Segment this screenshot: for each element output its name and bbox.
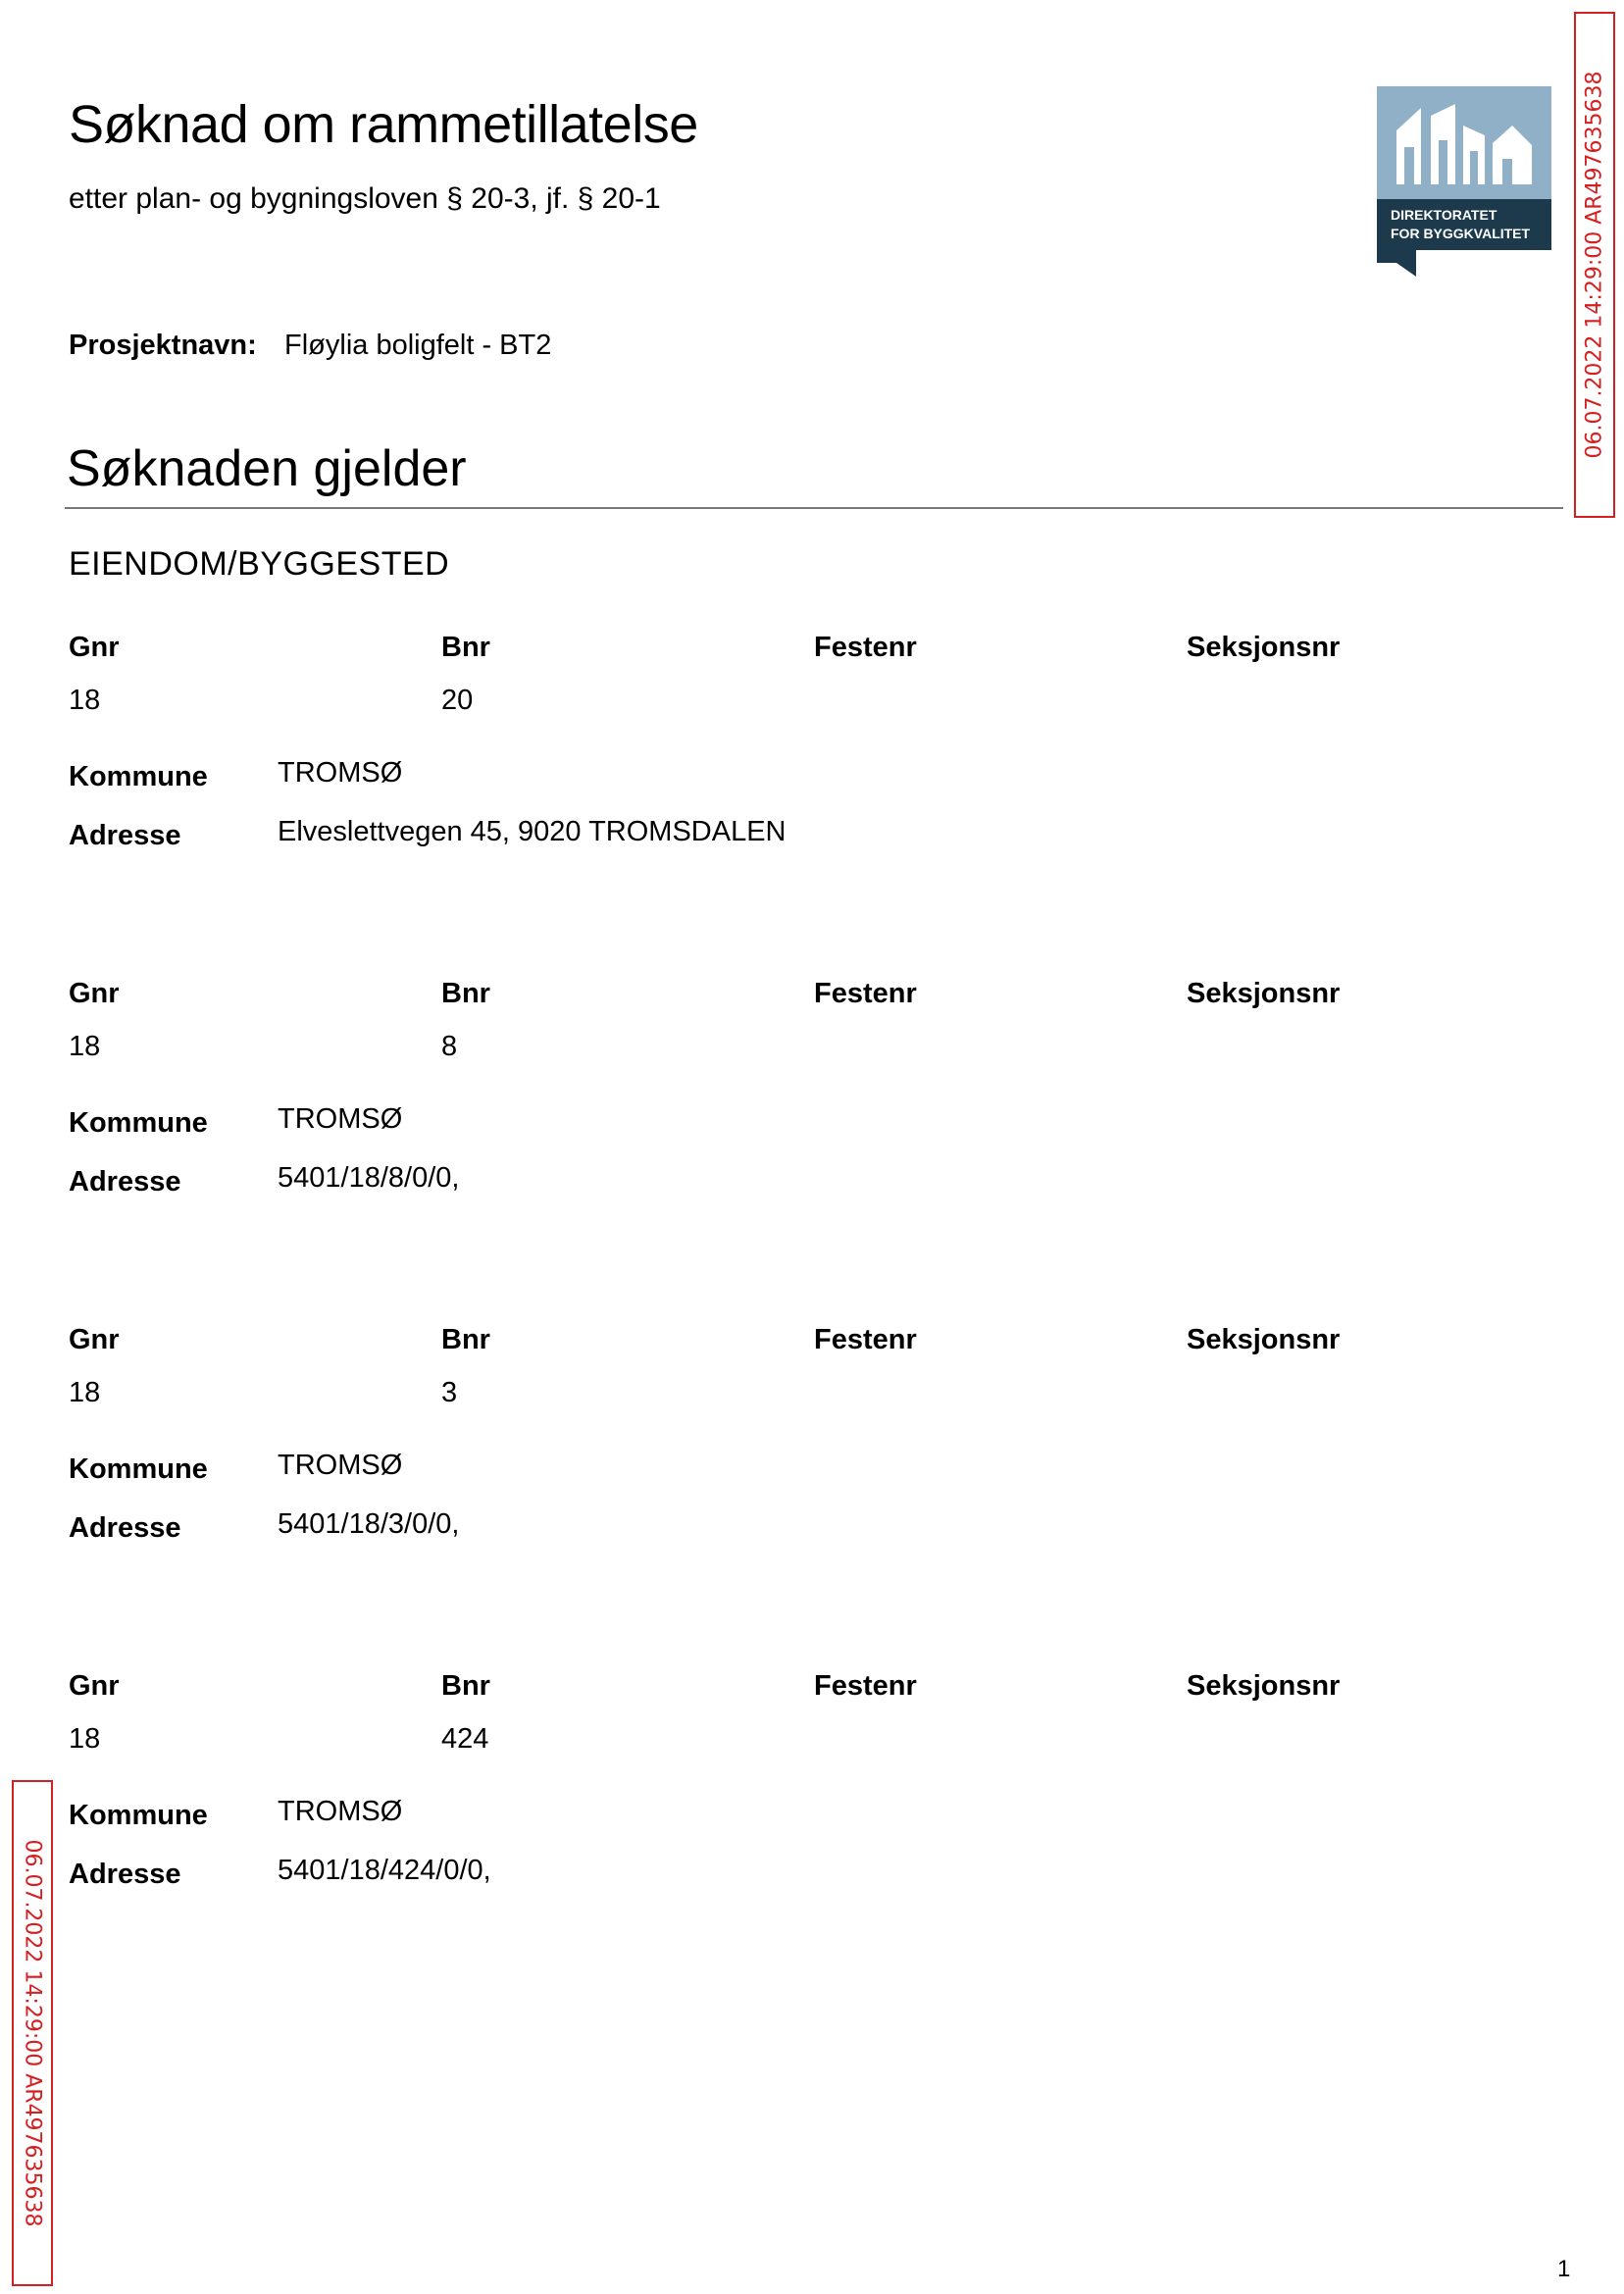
property-block	[69, 978, 1540, 1233]
seksjonsnr-header: Seksjonsnr	[1187, 978, 1341, 1009]
festenr-header: Festenr	[814, 1324, 917, 1355]
bnr-header: Bnr	[441, 1670, 490, 1702]
dibk-logo	[1377, 86, 1551, 277]
kommune-value: TROMSØ	[278, 1796, 403, 1827]
seksjonsnr-header: Seksjonsnr	[1187, 1324, 1341, 1355]
kommune-label: Kommune	[69, 761, 208, 792]
document-title: Søknad om rammetillatelse	[69, 95, 698, 154]
adresse-value: Elveslettvegen 45, 9020 TROMSDALEN	[278, 816, 787, 847]
document-subtitle: etter plan- og bygningsloven § 20-3, jf. § 20-1	[69, 182, 661, 215]
property-block	[69, 1324, 1540, 1579]
bnr-header: Bnr	[441, 978, 490, 1009]
gnr-value: 18	[69, 1377, 101, 1408]
gnr-header: Gnr	[69, 1670, 120, 1702]
bnr-value: 3	[441, 1377, 458, 1408]
dibk-logo-graphic	[1377, 86, 1551, 277]
archive-stamp-right	[1574, 12, 1615, 518]
property-block	[69, 1670, 1540, 1925]
project-name-label: Prosjektnavn:	[69, 330, 257, 361]
bnr-value: 424	[441, 1723, 489, 1755]
kommune-value: TROMSØ	[278, 757, 403, 789]
gnr-value: 18	[69, 685, 101, 716]
adresse-label: Adresse	[69, 820, 181, 851]
gnr-header: Gnr	[69, 1324, 120, 1355]
page-number: 1	[1557, 2256, 1571, 2282]
adresse-value: 5401/18/424/0/0,	[278, 1855, 491, 1886]
bnr-header: Bnr	[441, 632, 490, 663]
adresse-value: 5401/18/8/0/0,	[278, 1162, 460, 1194]
gnr-header: Gnr	[69, 632, 120, 663]
archive-stamp-left	[12, 1780, 53, 2286]
project-name-value: Fløylia boligfelt - BT2	[284, 330, 552, 361]
bnr-value: 20	[441, 685, 474, 716]
gnr-header: Gnr	[69, 978, 120, 1009]
gnr-value: 18	[69, 1031, 101, 1062]
bnr-value: 8	[441, 1031, 458, 1062]
section-heading: Søknaden gjelder	[67, 440, 467, 497]
bnr-header: Bnr	[441, 1324, 490, 1355]
festenr-header: Festenr	[814, 978, 917, 1009]
section-divider	[65, 507, 1563, 509]
adresse-label: Adresse	[69, 1512, 181, 1544]
archive-stamp-text: 06.07.2022 14:29:00 AR497635638	[1582, 71, 1607, 459]
festenr-header: Festenr	[814, 1670, 917, 1702]
subsection-heading: EIENDOM/BYGGESTED	[69, 545, 450, 583]
seksjonsnr-header: Seksjonsnr	[1187, 632, 1341, 663]
archive-stamp-text: 06.07.2022 14:29:00 AR497635638	[20, 1839, 45, 2227]
adresse-label: Adresse	[69, 1166, 181, 1198]
kommune-label: Kommune	[69, 1800, 208, 1831]
adresse-value: 5401/18/3/0/0,	[278, 1508, 460, 1540]
kommune-label: Kommune	[69, 1453, 208, 1485]
adresse-label: Adresse	[69, 1859, 181, 1890]
kommune-value: TROMSØ	[278, 1450, 403, 1481]
festenr-header: Festenr	[814, 632, 917, 663]
logo-line1: DIREKTORATET	[1391, 207, 1497, 223]
logo-line2: FOR BYGGKVALITET	[1391, 226, 1531, 241]
kommune-label: Kommune	[69, 1107, 208, 1139]
seksjonsnr-header: Seksjonsnr	[1187, 1670, 1341, 1702]
gnr-value: 18	[69, 1723, 101, 1755]
property-block	[69, 632, 1540, 887]
kommune-value: TROMSØ	[278, 1103, 403, 1135]
